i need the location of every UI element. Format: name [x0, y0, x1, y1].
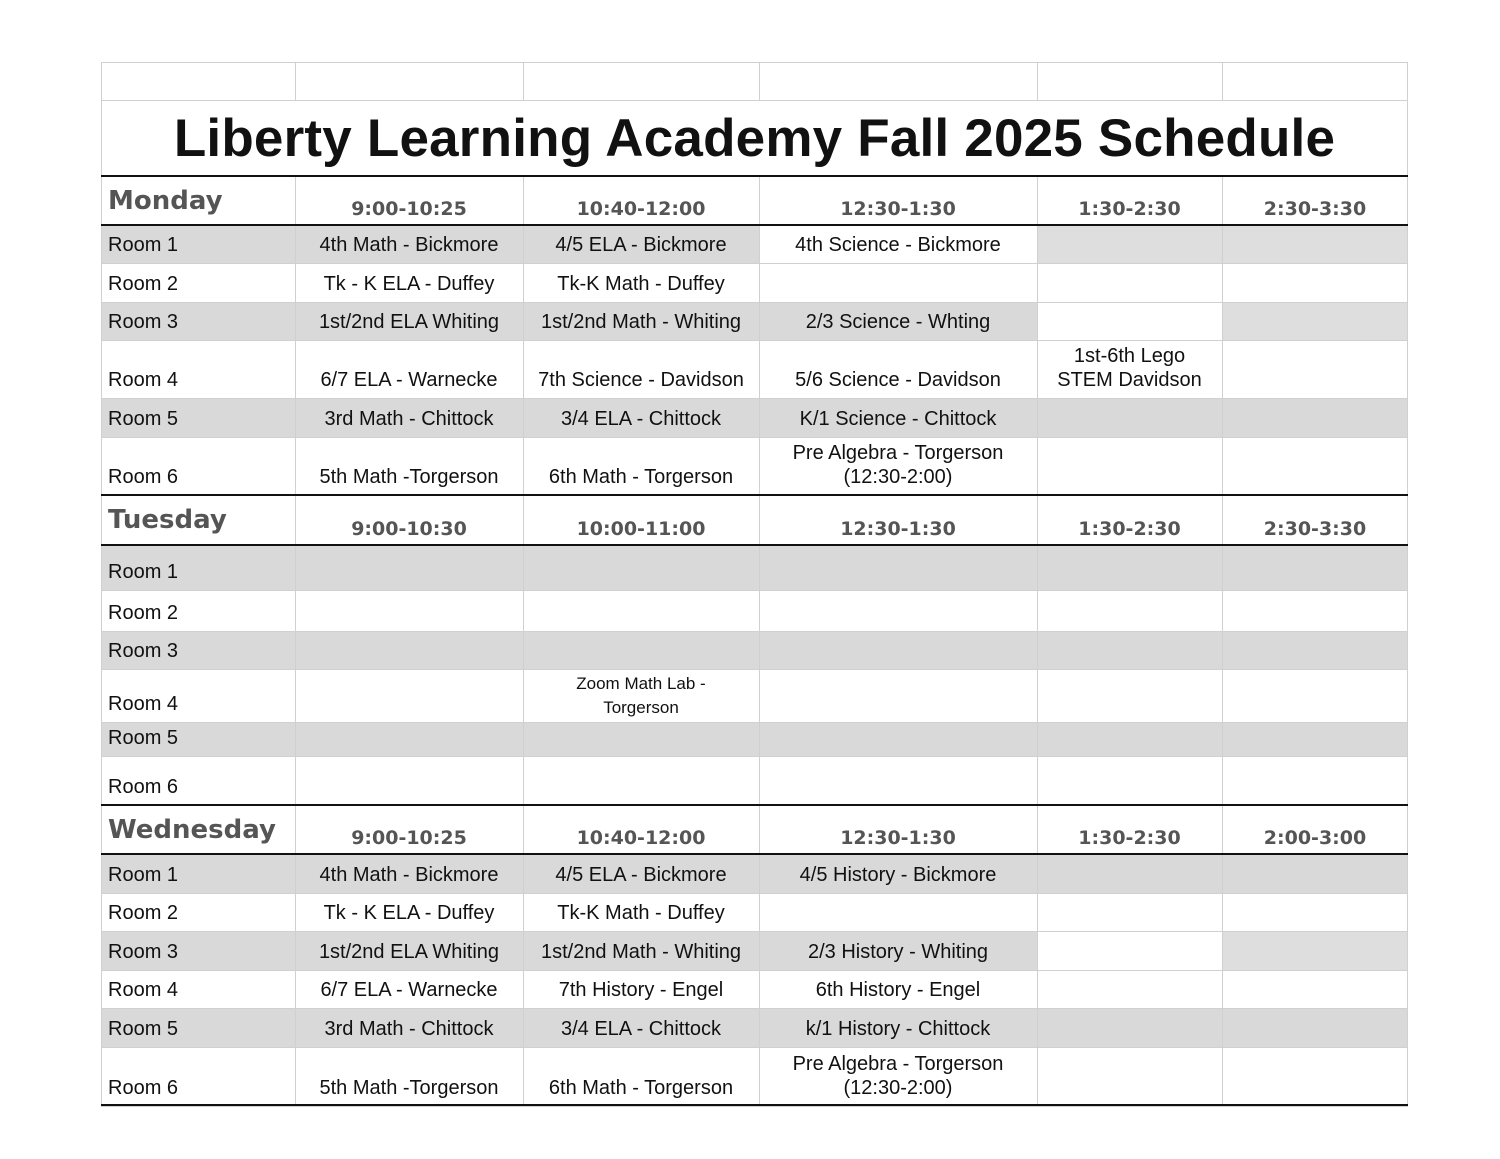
room-label: Room 1 — [108, 864, 179, 886]
time-slot-header: 10:40-12:00 — [576, 198, 706, 220]
class-cell: 3rd Math - Chittock — [324, 1018, 494, 1040]
class-cell: 4th Science - Bickmore — [795, 234, 1001, 256]
room-label: Room 6 — [108, 1077, 179, 1099]
room-label: Room 3 — [108, 941, 179, 963]
grid-col-line — [759, 62, 760, 100]
class-cell — [523, 756, 759, 805]
room-label: Room 4 — [108, 369, 179, 391]
class-cell — [1037, 931, 1222, 970]
class-cell — [1037, 302, 1222, 340]
room-label: Room 3 — [108, 311, 179, 333]
class-cell: 4th Math - Bickmore — [319, 234, 499, 256]
day-label: Tuesday — [108, 505, 227, 535]
class-cell: 3/4 ELA - Chittock — [560, 408, 722, 430]
class-cell: 1st/2nd ELA Whiting — [318, 311, 500, 333]
class-cell — [1037, 756, 1222, 805]
class-cell: 3rd Math - Chittock — [324, 408, 494, 430]
day-label: Wednesday — [108, 814, 276, 845]
class-cell — [295, 545, 523, 590]
class-cell — [1222, 756, 1408, 805]
room-label: Room 3 — [108, 640, 179, 662]
class-cell — [759, 893, 1037, 931]
class-cell: 1st/2nd Math - Whiting — [540, 311, 742, 333]
class-cell — [1222, 437, 1408, 495]
class-cell — [523, 545, 759, 590]
class-cell — [1222, 545, 1408, 590]
class-cell — [759, 631, 1037, 669]
class-cell — [1037, 437, 1222, 495]
class-cell — [1037, 669, 1222, 722]
room-label: Room 2 — [108, 602, 179, 624]
class-cell — [1037, 225, 1222, 263]
room-label: Room 5 — [108, 1018, 179, 1040]
class-cell — [1222, 1047, 1408, 1106]
time-slot-header: 2:30-3:30 — [1263, 518, 1367, 540]
class-cell: Zoom Math Lab - Torgerson — [576, 673, 706, 717]
class-cell — [1222, 263, 1408, 302]
class-cell — [1222, 722, 1408, 756]
class-cell: 4/5 ELA - Bickmore — [555, 234, 727, 256]
class-cell: Pre Algebra - Torgerson (12:30-2:00) — [792, 1053, 1004, 1099]
time-slot-header: 10:40-12:00 — [576, 827, 706, 849]
class-cell — [1222, 302, 1408, 340]
class-cell: 2/3 History - Whiting — [807, 941, 989, 963]
time-slot-header: 12:30-1:30 — [840, 827, 956, 849]
room-label: Room 6 — [108, 776, 179, 798]
class-cell — [1222, 398, 1408, 437]
class-cell: 6/7 ELA - Warnecke — [320, 979, 498, 1001]
class-cell — [1037, 631, 1222, 669]
class-cell — [1037, 970, 1222, 1008]
class-cell: K/1 Science - Chittock — [799, 408, 997, 430]
class-cell: 1st/2nd ELA Whiting — [318, 941, 500, 963]
class-cell: 5/6 Science - Davidson — [795, 369, 1001, 391]
class-cell — [1222, 631, 1408, 669]
class-cell — [1037, 398, 1222, 437]
schedule-sheet — [101, 62, 1408, 1106]
class-cell: k/1 History - Chittock — [805, 1018, 991, 1040]
grid-col-line — [523, 62, 524, 100]
class-cell — [295, 669, 523, 722]
class-cell: 3/4 ELA - Chittock — [560, 1018, 722, 1040]
class-cell: 6th History - Engel — [815, 979, 981, 1001]
room-label: Room 5 — [108, 727, 179, 749]
class-cell — [523, 722, 759, 756]
class-cell: Pre Algebra - Torgerson (12:30-2:00) — [792, 442, 1004, 488]
class-cell: 4/5 ELA - Bickmore — [555, 864, 727, 886]
class-cell — [523, 631, 759, 669]
class-cell — [1037, 545, 1222, 590]
class-cell — [1222, 340, 1408, 398]
time-slot-header: 2:30-3:30 — [1263, 198, 1367, 220]
class-cell — [295, 722, 523, 756]
time-slot-header: 1:30-2:30 — [1078, 827, 1181, 849]
class-cell — [1222, 970, 1408, 1008]
class-cell: 2/3 Science - Whting — [805, 311, 991, 333]
class-cell — [295, 590, 523, 631]
grid-row-line — [101, 100, 1408, 101]
day-label: Monday — [108, 185, 223, 216]
room-label: Room 5 — [108, 408, 179, 430]
class-cell — [1037, 1008, 1222, 1047]
grid-col-line — [295, 62, 296, 100]
time-slot-header: 12:30-1:30 — [840, 198, 956, 220]
class-cell — [1037, 893, 1222, 931]
class-cell — [759, 722, 1037, 756]
class-cell — [295, 756, 523, 805]
class-cell — [1037, 854, 1222, 893]
class-cell: 6th Math - Torgerson — [548, 466, 734, 488]
class-cell: 7th History - Engel — [558, 979, 724, 1001]
class-cell: 7th Science - Davidson — [538, 369, 744, 391]
class-cell — [1222, 669, 1408, 722]
page-title: Liberty Learning Academy Fall 2025 Schedule — [173, 108, 1336, 168]
class-cell: 5th Math -Torgerson — [319, 1077, 499, 1099]
class-cell — [523, 590, 759, 631]
class-cell: 4th Math - Bickmore — [319, 864, 499, 886]
time-slot-header: 2:00-3:00 — [1263, 827, 1367, 849]
class-cell — [759, 545, 1037, 590]
room-label: Room 4 — [108, 979, 179, 1001]
class-cell: 5th Math -Torgerson — [319, 466, 499, 488]
class-cell: 1st/2nd Math - Whiting — [540, 941, 742, 963]
room-label: Room 1 — [108, 234, 179, 256]
class-cell — [759, 669, 1037, 722]
class-cell — [759, 263, 1037, 302]
class-cell: 6/7 ELA - Warnecke — [320, 369, 498, 391]
class-cell — [1222, 225, 1408, 263]
grid-col-line — [1222, 62, 1223, 100]
time-slot-header: 1:30-2:30 — [1078, 518, 1181, 540]
time-slot-header: 10:00-11:00 — [576, 518, 706, 540]
room-label: Room 2 — [108, 273, 179, 295]
class-cell — [295, 631, 523, 669]
room-label: Room 6 — [108, 466, 179, 488]
class-cell — [1222, 590, 1408, 631]
time-slot-header: 1:30-2:30 — [1078, 198, 1181, 220]
time-slot-header: 9:00-10:30 — [351, 518, 467, 540]
class-cell — [1037, 590, 1222, 631]
class-cell — [1222, 893, 1408, 931]
class-cell: 6th Math - Torgerson — [548, 1077, 734, 1099]
time-slot-header: 9:00-10:25 — [351, 827, 467, 849]
class-cell — [1037, 722, 1222, 756]
class-cell — [759, 756, 1037, 805]
class-cell: Tk - K ELA - Duffey — [323, 273, 495, 295]
class-cell: 4/5 History - Bickmore — [799, 864, 997, 886]
class-cell — [1037, 1047, 1222, 1106]
room-label: Room 2 — [108, 902, 179, 924]
grid-row-line — [101, 1106, 1408, 1107]
time-slot-header: 9:00-10:25 — [351, 198, 467, 220]
room-label: Room 4 — [108, 693, 179, 715]
class-cell — [1222, 1008, 1408, 1047]
class-cell: Tk-K Math - Duffey — [557, 902, 725, 924]
class-cell — [1037, 263, 1222, 302]
class-cell: Tk - K ELA - Duffey — [323, 902, 495, 924]
class-cell — [1222, 931, 1408, 970]
class-cell — [1222, 854, 1408, 893]
room-label: Room 1 — [108, 561, 179, 583]
class-cell — [759, 590, 1037, 631]
grid-col-line — [1037, 62, 1038, 100]
grid-row-line — [101, 62, 1408, 63]
class-cell: Tk-K Math - Duffey — [557, 273, 725, 295]
class-cell: 1st-6th Lego STEM Davidson — [1057, 345, 1202, 391]
time-slot-header: 12:30-1:30 — [840, 518, 956, 540]
